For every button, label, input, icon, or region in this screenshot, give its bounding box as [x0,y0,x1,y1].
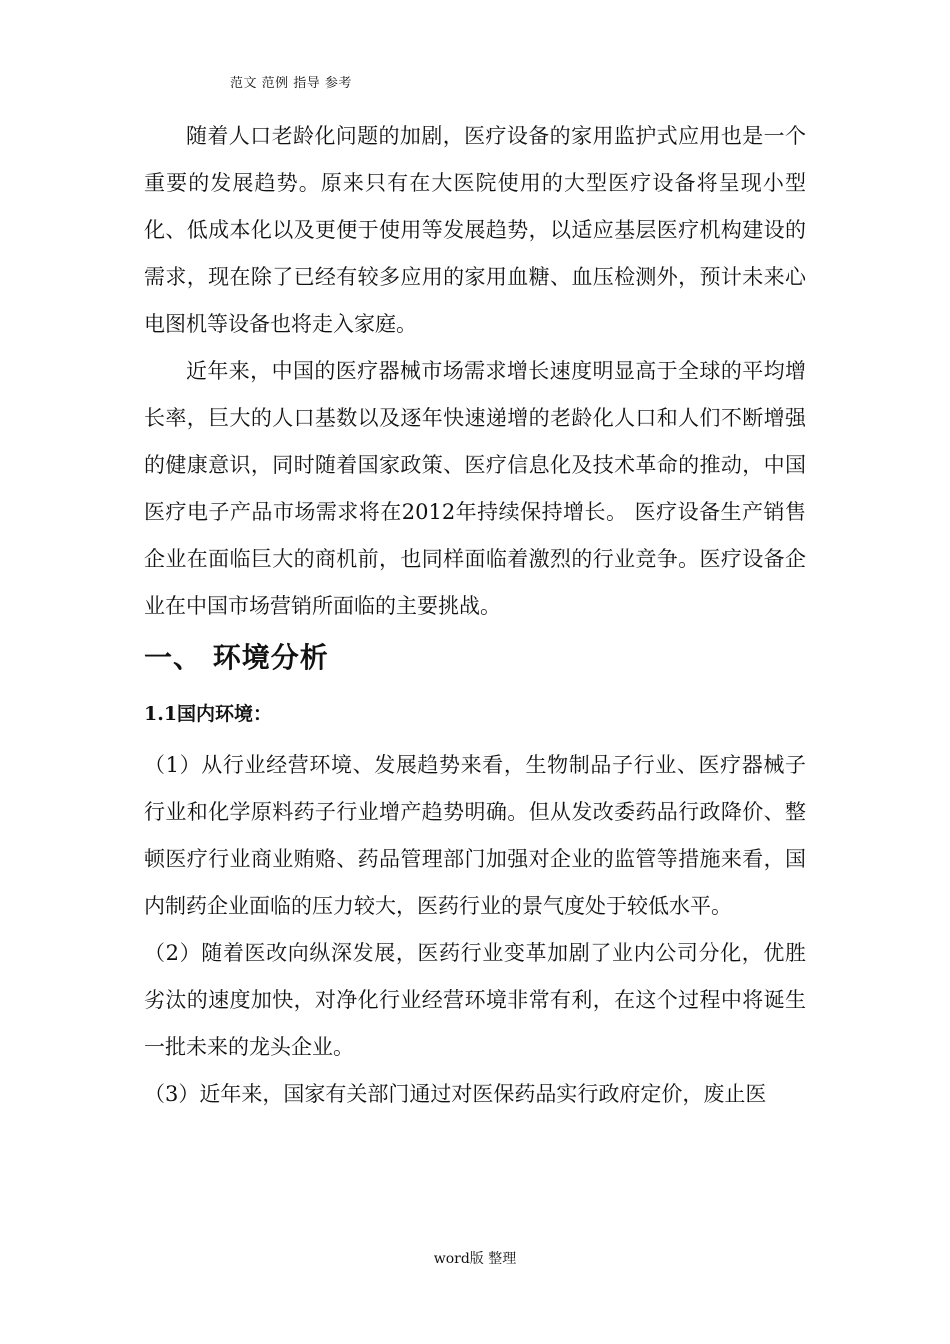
paragraph-item-1: （1）从行业经营环境、发展趋势来看，生物制品子行业、医疗器械子行业和化学原料药子行业增产趋势明确。但从发改委药品行政降价、整顿医疗行业商业贿赂、药品管理部门加强对企业的监管等措施来看，国内制药企业面临的压力较大，医药行业的景气度处于较低水平。 [144,753,806,918]
paragraph-market-growth: 近年来，中国的医疗器械市场需求增长速度明显高于全球的平均增长率，巨大的人口基数以及逐年快速递增的老龄化人口和人们不断增强的健康意识，同时随着国家政策、医疗信息化及技术革命的推动，中国医疗电子产品市场需求将在2012年持续保持增长。 医疗设备生产销售企业在面临巨大的商机前，也同样面临着激烈的行业竞争。医疗设备企业在中国市场营销所面临的主要挑战。 [144,359,806,618]
page-footer: word版 整理 [433,1251,517,1267]
page-header: 范文 范例 指导 参考 [230,76,352,91]
paragraph-item-2: （2）随着医改向纵深发展，医药行业变革加剧了业内公司分化，优胜劣汰的速度加快，对净化行业经营环境非常有利，在这个过程中将诞生一批未来的龙头企业。 [144,941,806,1059]
document-body [144,113,806,1118]
paragraph-item-3: （3）近年来，国家有关部门通过对医保药品实行政府定价，废止医 [144,1082,767,1106]
subsection-heading: 1.1国内环境： [144,703,273,725]
section-heading: 一、 环境分析 [144,641,329,674]
paragraph-aging-trend: 随着人口老龄化问题的加剧，医疗设备的家用监护式应用也是一个重要的发展趋势。原来只有在大医院使用的大型医疗设备将呈现小型化、低成本化以及更便于使用等发展趋势，以适应基层医疗机构建设的需求，现在除了已经有较多应用的家用血糖、血压检测外，预计未来心电图机等设备也将走入家庭。 [144,124,806,336]
